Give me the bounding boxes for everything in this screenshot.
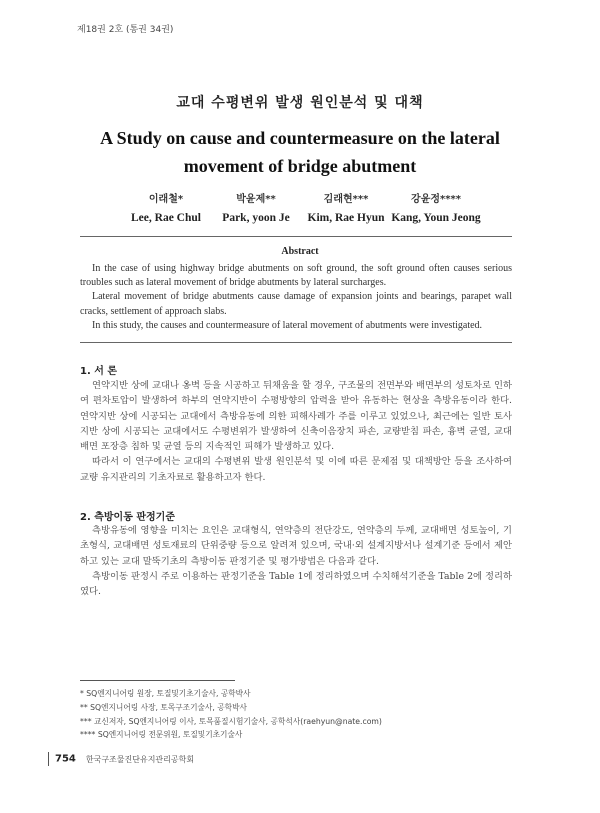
section-1-body <box>80 378 512 485</box>
abstract-paragraph: Lateral movement of bridge abutments cause damage of expansion joints and bearings, parapet wall cracks, settlement of approach slabs. <box>80 291 512 317</box>
abstract-body <box>80 262 512 333</box>
abstract-paragraph: In the case of using highway bridge abutments on soft ground, the soft ground often causes serious troubles such as lateral movement of bridge abutments by lateral surcharges. <box>80 263 512 289</box>
body-paragraph: 연약지반 상에 교대나 옹벽 등을 시공하고 뒤채움을 할 경우, 구조물의 전면부와 배면부의 성토차로 인하여 편차토압이 발생하여 하부의 연약지반이 수평방향의 압력을 받아 유동하는 현상을 측방유동이라 한다. 연약지반 상에 시공되는 교대에서 측방유동에 의한 피해사례가 주를 이루고 있었으나, 최근에는 일반 토사지반 상에 시공되는 교대에서도 수평변위가 발생하여 신축이음장치 파손, 교량받침 파손, 흉벽 균열, 교대 배면 포장층 침하 및 균열 등의 지속적인 피해가 발생하고 있다. <box>80 380 512 453</box>
page-number: 754 <box>55 753 76 765</box>
section-2-body <box>80 523 512 599</box>
footnote: ** SQ엔지니어링 사장, 토목구조기술사, 공학박사 <box>80 702 247 712</box>
author-name-english: Kang, Youn Jeong <box>391 212 481 224</box>
author-name-korean: 박윤제** <box>236 194 276 205</box>
author-name-english: Kim, Rae Hyun <box>307 212 385 224</box>
journal-issue: 제18권 2호 (통권 34권) <box>77 25 174 35</box>
korean-title: 교대 수평변위 발생 원인분석 및 대책 <box>176 95 424 111</box>
section-1-heading: 1. 서 론 <box>80 366 118 377</box>
author-name-korean: 강윤정**** <box>411 194 461 205</box>
footnotes <box>80 687 520 742</box>
abstract-paragraph: In this study, the causes and countermeasure of lateral movement of abutments were investigated. <box>92 319 483 331</box>
author-name-korean: 김래현*** <box>323 194 369 205</box>
body-paragraph: 따라서 이 연구에서는 교대의 수평변위 발생 원인분석 및 이에 따른 문제점 및 대책방안 등을 조사하여 교량 유지관리의 기초자료로 활용하고자 한다. <box>80 456 512 483</box>
page-footer <box>48 752 194 766</box>
author-name-english: Park, yoon Je <box>222 212 290 224</box>
english-title: A Study on cause and countermeasure on the lateral movement of bridge abutment <box>100 128 500 176</box>
author-name-korean: 이래철* <box>148 194 184 205</box>
footnote-divider <box>80 680 235 681</box>
author-name-english: Lee, Rae Chul <box>131 212 201 224</box>
journal-name: 한국구조물진단유지관리공학회 <box>85 754 195 764</box>
author-4 <box>371 190 501 224</box>
abstract-heading: Abstract <box>281 246 319 257</box>
section-2-heading: 2. 측방이동 판정기준 <box>80 512 175 523</box>
footnote: * SQ엔지니어링 원장, 토질및기초기술사, 공학박사 <box>80 689 251 698</box>
footer-bar <box>48 752 49 766</box>
footnote: *** 교신저자, SQ엔지니어링 이사, 토목품질시험기술사, 공학석사(raehyun@nate.com) <box>80 716 382 726</box>
body-paragraph: 측방이동 판정시 주로 이용하는 판정기준을 Table 1에 정리하였으며 수치해석기준을 Table 2에 정리하였다. <box>80 570 512 598</box>
divider-top <box>80 236 512 237</box>
body-paragraph: 측방유동에 영향을 미치는 요인은 교대형식, 연약층의 전단강도, 연약층의 두께, 교대배면 성토높이, 기초형식, 교대배면 성토재료의 단위중량 등으로 알려져 있으며, 국내·외 설계지방서나 설계기준 등에서 제안하고 있는 교대 말뚝기초의 측방이동 판정기준 및 평가방법은 다음과 같다. <box>80 525 512 567</box>
footnote: **** SQ엔지니어링 전문위원, 토질및기초기술사 <box>80 730 243 740</box>
divider-bottom <box>80 342 512 343</box>
